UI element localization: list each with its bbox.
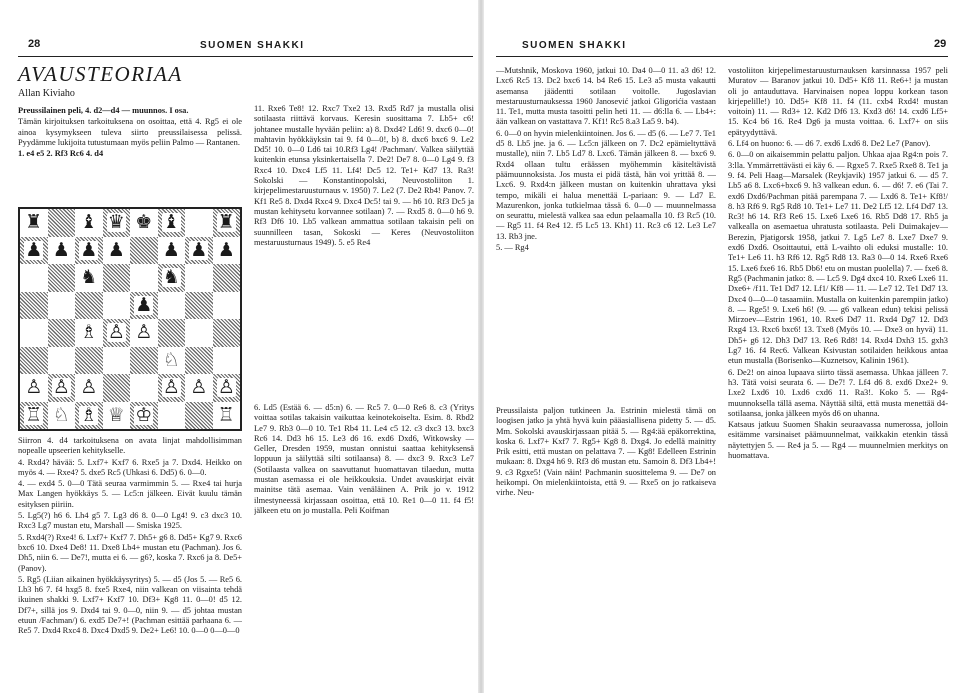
text-column-b-bottom: [254, 403, 474, 691]
paragraph: 6. Ld5 (Estää 6. — d5:n) 6. — Rc5 7. 0—0 Re6 8. c3 (Yritys voittaa sotilas takaisin vaikuttaa keinotekoiselta. Esim. 8. Rbd2 Le7 9. Rb3 0—0 10. Te1 Rb4 11. Le4 c5 12. c3 dxc3 13. bxc3 Rc6 14. Dd3 h6 15. Le3 d6 16. exd6 Dxd6, Witkowsky — Geller, Dresden 1959, mustan onnistui saattaa kehityksensä loppuun ja säilyttää silti sotilaansa) 8. — dxc3 9. Rxc3 Le7 (Sotilaasta valkea on saavuttanut huomattavan tilaedun, mutta mustan asemassa ei ole heikkouksia. Undet avauskirjat eivät mainitse tätä asemaa. Vain venäläinen A. Prik jo v. 1912 ilmestyneessä kirjassaan osoittaa, että 10. Re1 0—0 11. f4 f5! jälkeen etu on jo mustalla. Peli Koifman: [254, 403, 474, 515]
paragraph: 11. Rxe6 Te8! 12. Rxc7 Txe2 13. Rxd5 Rd7 ja mustalla olisi sotilaasta riittävä korvaus. Keresin suosittama 7. Lb5+ c6! johtanee mustalle hyvään peliin: a) 8. Dxd4? Ld6! 9. dxc6 0—0! mahtavin hyökkäyksin tai 9. f4 0—0!, b) 8. dxc6 bxc6 9. Le2 Dd5! 10. 0—0 Ld6 tai 10.Rf3 Lg4! /Pachman/. Valkea säilyttää kuitenkin etunsa yksinkertaisella 7. De2! De7 8. 0—0 Lg4 9. f3 Rxc4 10. Dxc4 Lf5 11. Lf4! Dc5 12. Te1+ Kd7 13. Ra3! Sokolski — Konstantinopolski, Neuvostoliiton 1. kirjepelimestaruusturnaus v. 1950) 7. Le2 (7. De2 Rb4! Panov. 7. Kf1 Re5 8. Dxd4 Rxc4 9. Dxc4 Dc5! tai 9. — h6 10. Rf3 Dc5 ja mustan kehitysetu korvannee sotilaan) 7. — Rxd5 8. 0—0 h6 9. Rf3 Df6 10. Lb5 valkean ammattua sotilaan takaisin peli on suunnilleen tasan, Sokoski — Keres (Neuvostoliiton mestaruusturnaus 1949). 5. e5 Re4: [254, 104, 474, 247]
chess-piece: ♟: [107, 238, 125, 261]
chess-piece: ♙: [162, 376, 180, 399]
board-square: [158, 209, 186, 237]
board-square: [48, 402, 76, 430]
board-square: [20, 264, 48, 292]
board-square: [20, 237, 48, 265]
chess-piece: ♔: [135, 403, 153, 426]
board-square: [213, 292, 241, 320]
board-square: [75, 292, 103, 320]
article-author: Allan Kiviaho: [18, 88, 75, 99]
chess-piece: ♙: [25, 376, 43, 399]
paragraph: 6. Lf4 on huono: 6. — d6 7. exd6 Lxd6 8. De2 Le7 (Panov).: [728, 139, 931, 149]
chess-piece: ♗: [80, 321, 98, 344]
chess-piece: ♛: [107, 211, 125, 234]
board-square: [20, 402, 48, 430]
board-square: [130, 347, 158, 375]
board-square: [20, 374, 48, 402]
board-square: [75, 319, 103, 347]
chess-piece: ♝: [162, 211, 180, 234]
chess-piece: ♙: [135, 321, 153, 344]
chess-diagram: [18, 207, 242, 431]
chess-piece: ♘: [52, 403, 70, 426]
board-square: [20, 347, 48, 375]
board-square: [48, 319, 76, 347]
paragraph: 6. De2! on ainoa lupaava siirto tässä asemassa. Uhkaa jälleen 7. h3. Tätä voisi seurata 6. — De7! 7. Lf4 d6 8. exd6 Dxe2+ 9. Lxe2 Lxd6 10. Lxd6 cxd6 11. Ra3!. Koko 5. — Rg4-muunnoksella tällä asema. Näyttää siltä, että musta menettää d4-sotilaansa, jonka jälkeen myös d6 on uhanna.: [728, 367, 948, 418]
board-square: [213, 347, 241, 375]
board-square: [103, 319, 131, 347]
right-page: [482, 0, 960, 693]
page-number-left: 28: [28, 38, 41, 50]
board-square: [158, 402, 186, 430]
board-square: [48, 209, 76, 237]
text-column-d: [728, 66, 948, 691]
header-rule-right: [496, 56, 948, 57]
board-square: [103, 209, 131, 237]
page-number-right: 29: [934, 38, 947, 50]
board-square: [158, 264, 186, 292]
chess-piece: ♙: [190, 376, 208, 399]
board-square: [103, 264, 131, 292]
chess-piece: ♙: [52, 376, 70, 399]
chess-piece: ♙: [107, 321, 125, 344]
board-square: [158, 347, 186, 375]
board-square: [185, 237, 213, 265]
paragraph: 4. — exd4 5. 0—0 Tätä seuraa varmimmin 5. — Rxe4 tai hurja Max Langen hyökkäys 5. — Lc5:n jälkeen. Eivät kuulu tämän esityksen piiriin.: [18, 479, 242, 509]
paragraph: 5. Rg5 (Liian aikainen hyökkäysyritys) 5. — d5 (Jos 5. — Re5 6. Lb3 h6 7. f4 hxg5 8. fxe5 Rxe4, niin valkean on viisainta tehdä ikuinen shakki 9. Lxf7+ Kxf7 10. Df3+ Kg8 11. 0—0! d5 12. Df7+, sillä jos 9. Dxd4 tai 9. 0—0, niin 9. — d5 johtaa mustan etuun /Fachman/) 6. exd5 De7+! (Pachman esittää parhaana 6. — Re5 7. Dxd4 Rxc4 8. Dxc4 Dxd5 9. De2+ Le6! 10. 0—0 0—0—0: [18, 574, 242, 636]
board-square: [185, 264, 213, 292]
chess-piece: ♟: [52, 238, 70, 261]
chess-piece: ♟: [217, 238, 235, 261]
chess-piece: ♞: [80, 266, 98, 289]
board-square: [130, 374, 158, 402]
paragraph: 6. 0—0 on hyvin mielenkiintoinen. Jos 6. — d5 (6. — Le7 7. Te1 d5 8. Lb5 jne. ja 6. — Lc5:n jälkeen on 7. Dc2 epämieltyttävä mustalle), niin 7. Lb5 Ld7 8. Lxc6. Tämän jälkeen 8. — bxc6 9. Rxd4 ollaan tultu eräässen myöhemmin käsiteltävistä päämuunnoksista. Jos musta ei pidä tästä, hän voi yrittää 8. — Lxc6. 9. Rxd4:n jälkeen mustan on kuitenkin uhrattava yksi tempo, mikäli ei halua menettää L-pariaan: 9. — Ld7 E. Mazurenkon, jonka tutkielmaa tässä 6. 0—0 — muunnelmassa on seurattu, mielestä valkea saa edun pelaamalla 10. f3 Rc5 (10. — Rg5 11. f4 Re4 12. f5 Lc5 13. Kh1) 11. Rc3 c6 12. Le3 Le7 13. Rb3 jne.: [496, 128, 716, 241]
paragraph: —Mutshnik, Moskova 1960, jatkui 10. Da4 0—0 11. a3 d6! 12. Lxc6 Rc5 13. Dc2 bxc6 14. b4 Re6 15. Le3 a5 musta vakautti asemansa jäädentti sotilaan voitolle. Jugoslavian mestaruusturnauksessa 1960 Janosević jatkoi Gligorićia vastaan 11. Te1, mutta musta tasoitti pelin heti 11. — d6:lla 6. — Lb4+: ään valkean on vastattava 7. Kf1! Rc5 8.a3 La5 9. b4).: [496, 66, 716, 127]
text-column-b-top: [254, 104, 474, 346]
chess-piece: ♙: [80, 376, 98, 399]
board-square: [185, 209, 213, 237]
chess-piece: ♟: [190, 238, 208, 261]
board-square: [185, 292, 213, 320]
chess-piece: ♞: [162, 266, 180, 289]
opening-moves: 1. e4 e5 2. Rf3 Rc6 4. d4: [18, 149, 104, 159]
board-square: [213, 319, 241, 347]
header-rule-left: [18, 56, 473, 57]
board-square: [158, 319, 186, 347]
text-column-c-top: [496, 66, 716, 349]
board-square: [103, 292, 131, 320]
chess-piece: ♚: [135, 211, 153, 234]
paragraph: Preussilaista paljon tutkineen Ja. Estrinin mielestä tämä on loogisen jatko ja yhtä hyvä kuin pääasiallisena pidetty 5. — d5. Mm. Sokolski avauskirjassaan pitää 5. — Rg4:ää epäkorrektina, koska 6. Lxf7+ Kxf7 7. Rg5+ Kg8 8. Dxg4. Jo edellä mainitty Prik esitti, että mustan on pelattava 7. — Kg8! Edelleen Estrinin mukaan: 8. Dxg4 h6 9. Rf3 d6 mustan etu. Samoin 8. Df3 Lb4+! 9. c3 Rgxe5! (Vain näin! Pachmanin suosittelema 9. — De7 on heikompi. On mielenkiintoista, että 9. — Rxe5 on jo ratkaiseva virhe. Neu-: [496, 406, 716, 498]
running-head-right: SUOMEN SHAKKI: [522, 40, 627, 51]
board-square: [75, 374, 103, 402]
board-square: [75, 237, 103, 265]
board-square: [103, 347, 131, 375]
intro-heading: Preussilainen peli, 4. d2—d4 — muunnos. I osa.: [18, 106, 189, 115]
board-square: [185, 347, 213, 375]
board-square: [103, 237, 131, 265]
running-head-left: SUOMEN SHAKKI: [200, 40, 305, 51]
chess-piece: ♗: [80, 403, 98, 426]
board-square: [20, 209, 48, 237]
chess-piece: ♜: [25, 211, 43, 234]
board-square: [130, 292, 158, 320]
board-square: [75, 402, 103, 430]
board-square: [130, 402, 158, 430]
chess-piece: ♘: [162, 348, 180, 371]
board-square: [213, 402, 241, 430]
board-square: [185, 319, 213, 347]
chess-piece: ♖: [217, 403, 235, 426]
board-square: [213, 374, 241, 402]
board-square: [158, 374, 186, 402]
board-square: [213, 237, 241, 265]
paragraph: 6. 0—0 on aikaisemmin pelattu paljon. Uhkaa ajaa Rg4:n pois 7. 3:lla. Ymmärrettävästi ei käy 6. — Rgxe5 7. Rxe5 Rxe8 8. Te1 ja 9. f4. Peli Haag—Marsalek (Reykjavik) 1957 jatkui 6. — d5 7. Lb5 a6 8. Lxc6+bxc6 9. h3 valkean edun. 6. — d6! 7. e6 (Tai 7. exd6 Dxd6/Pachman pitää parempana 7. — Lxd6 8. Te1+ Kf8!/ 8. h3 Rf6 9. Rg5 Rd8 10. Te1+ Le7 11. De2 Lf5 12. Lf4 Dd7 13. Rc3! h6 14. Rf3 Re6 15. Lxe6 Lxe6 16. Rb5 Dd8 17. Rb5 ja valkealla on asemaetua uhratusta sotilaasta. Peli Duimakajev—Berezin, Pjatigorsk 1958, jatkui 7. Lg5 Le7 8. Lxe7 Dxe7 9. exd6 Dxd6. Osoittautui, että L-vaihto oli eduksi mustalle: 10. Te1+ Le6 11. h3 Rf6 12. Rg5 Rd8 13. Ra3 0—0 14. Rxe6 Rxe6 15. Lxe6 fxe6 16. Rb5 Db6! etu on mustan puolella) 7. — fxe6 8. Rg5 (Pachmanin jatko: 8. — Lc5 9. Dg4 dxc4 10. Rxe6 Lxe6 11. Dxe6+ /f11. Te1 Dd7 12. Lf1/ Kf8 — 11. — Le7 12. Te1 Dd7 13. Dxc4 0—0—0 tasaamiin. Mustalla on kuitenkin parempiin jatko) 8. — Rge5! 9. Lxe6 h6! (9. — g6 valkean edun) tekisi pelissä Mirzoev—Estrin 1961, 10. Rxe6 Dd7 11. Rxd4 Dg7 12. Dd3 Rxg4 13. Rxc6 bxc6! 13. Txe8 (Myös 10. — Dxe3 on hyvä) 11. Dh5+ g6 12. Dh3 Dd7 13. Re6 Rd8! 14. Rxd4 Dxh3 15. gxh3 Lg7 16. f4 Rec6. Valkean Ksivustan sotilaiden heikkous antaa etun mustalla (Borisenko—Kuznetsov, Kalinin 1961).: [728, 150, 948, 366]
board-square: [103, 402, 131, 430]
paragraph: 5. Rxd4(?) Rxe4! 6. Lxf7+ Kxf7 7. Dh5+ g6 8. Dd5+ Kg7 9. Rxc6 bxc6 10. Dxe4 De8! 11. Dxe8 Lb4+ mustan etu (Pachman). Jos 6. Dh5, niin 6. — De7!, mutta ei 6. — g6?, koska 7. Rxc6 ja 8. De5+ (Panov).: [18, 532, 242, 573]
board-square: [185, 402, 213, 430]
chess-piece: ♟: [80, 238, 98, 261]
board-square: [20, 319, 48, 347]
chess-piece: ♝: [80, 211, 98, 234]
intro-text: Tämän kirjoituksen tarkoituksena on osoittaa, että 4. Rg5 ei ole ainoa kysymykseen tuleva siirto preussilaisessa pelissä. Pyydämme lukijoita tutustumaan myös peliin Palmo — Rantanen.: [18, 117, 242, 147]
board-square: [48, 264, 76, 292]
board-square: [75, 347, 103, 375]
board-square: [213, 209, 241, 237]
board-square: [103, 374, 131, 402]
paragraph: Siirron 4. d4 tarkoituksena on avata linjat mahdollisimman nopealle upseerien kehitykselle.: [18, 436, 242, 456]
board-square: [130, 264, 158, 292]
chess-piece: ♖: [25, 403, 43, 426]
paragraph: vostoliiton kirjepelimestaruusturnauksen karsinnassa 1957 peli Muratov — Baranov jatkui 10. Dd5+ Kf8 11. Re6+! ja mustan oli jo antauduttava. Harvinaisen nopea loppu korkean tason kirjepelille!) 10. Dd5+ Kf8 11. f4 (11. cxb4 Rxd4! mustan voitoin) 11. — Rd3+ 12. Kd2 Df6 13. Kxd3 d6! 14. cxd6 Lf5+ 15. Kc4 b6 16. Re4 Dg6 ja musta voittaa. 6. Lxf7+ on siis epätyydyttävä.: [728, 66, 948, 137]
board-square: [48, 237, 76, 265]
intro-column: [18, 106, 242, 206]
board-square: [75, 209, 103, 237]
board-square: [185, 374, 213, 402]
board-square: [75, 264, 103, 292]
board-square: [158, 292, 186, 320]
chess-piece: ♙: [217, 376, 235, 399]
board-square: [130, 209, 158, 237]
chess-piece: ♟: [135, 293, 153, 316]
board-square: [130, 237, 158, 265]
board-square: [48, 347, 76, 375]
text-column-c-bottom: [496, 406, 716, 691]
paragraph: 4. Rxd4? hävää: 5. Lxf7+ Kxf7 6. Rxe5 ja 7. Dxd4. Heikko on myös 4. — Rxe4? 5. dxe5 Rc5 (Uhkasi 6. Dd5) 6. 0—0.: [18, 457, 242, 477]
board-square: [158, 237, 186, 265]
article-title: AVAUSTEORIAA: [18, 62, 183, 86]
board-square: [48, 374, 76, 402]
chess-piece: ♜: [217, 211, 235, 234]
chess-piece: ♟: [25, 238, 43, 261]
chess-piece: ♕: [107, 403, 125, 426]
paragraph: Katsaus jatkuu Suomen Shakin seuraavassa numerossa, jolloin esitämme varsinaiset päämuunnelmat, vaikkakin etenkin tässä näytettyjen 5. — Re4 ja 5. — Rg4 — muunnelmien merkitys on huomattava.: [728, 420, 948, 460]
board-square: [48, 292, 76, 320]
text-column-a: [18, 436, 242, 691]
board-square: [130, 319, 158, 347]
board-square: [20, 292, 48, 320]
chess-piece: ♟: [162, 238, 180, 261]
paragraph: 5. — Rg4: [496, 243, 529, 253]
paragraph: 5. Lg5(?) h6 6. Lh4 g5 7. Lg3 d6 8. 0—0 Lg4! 9. c3 dxc3 10. Rxc3 Lg7 mustan etu, Marshall — Smiska 1925.: [18, 511, 242, 531]
board-square: [213, 264, 241, 292]
